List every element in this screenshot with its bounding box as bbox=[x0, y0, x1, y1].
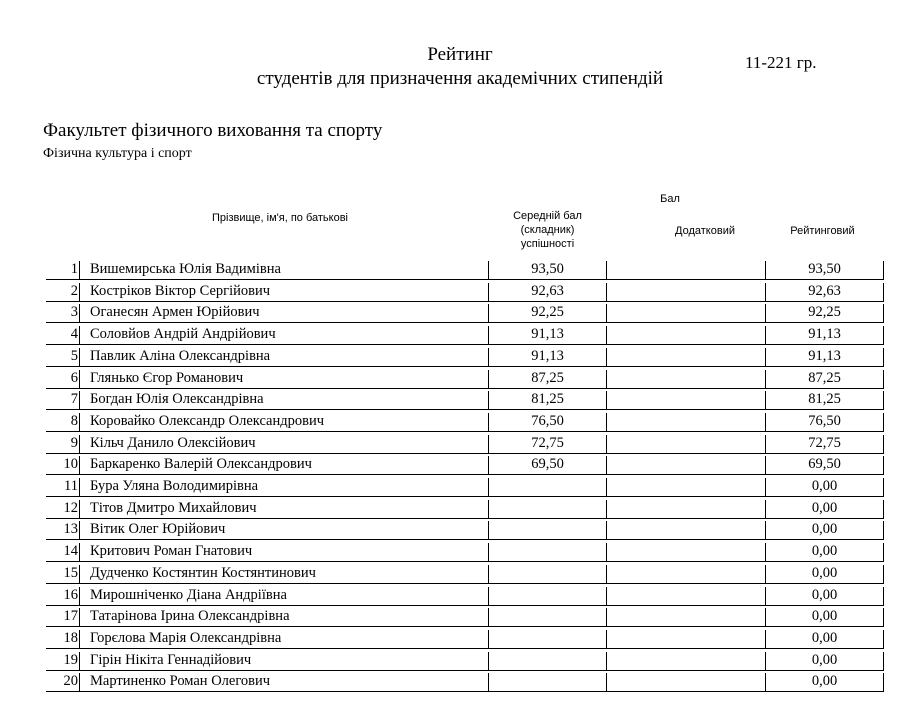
student-name: Богдан Юлія Олександрівна bbox=[90, 391, 264, 408]
table-row bbox=[0, 280, 920, 302]
rating-score: 0,00 bbox=[811, 586, 838, 603]
cell-divider bbox=[765, 652, 766, 670]
cell-divider bbox=[765, 435, 766, 453]
cell-divider bbox=[765, 565, 766, 583]
additional-score bbox=[607, 475, 765, 497]
cell-divider bbox=[765, 348, 766, 366]
average-score: 91,13 bbox=[531, 347, 564, 364]
student-name: Бура Уляна Володимирівна bbox=[90, 478, 259, 494]
additional-score bbox=[607, 497, 765, 519]
student-name: Тітов Дмитро Михайлович bbox=[90, 499, 257, 516]
cell-divider bbox=[488, 283, 489, 301]
cell-divider bbox=[765, 521, 766, 539]
cell-divider bbox=[79, 283, 80, 301]
cell-divider bbox=[606, 283, 607, 301]
table-row bbox=[0, 562, 920, 584]
cell-divider bbox=[883, 413, 884, 431]
cell-divider bbox=[79, 391, 80, 409]
header-name: Прізвище, ім'я, по батькові bbox=[212, 212, 348, 224]
cell-divider bbox=[79, 478, 80, 496]
row-number: 15 bbox=[63, 564, 78, 581]
cell-divider bbox=[883, 500, 884, 518]
cell-divider bbox=[765, 304, 766, 322]
cell-divider bbox=[488, 630, 489, 648]
student-name: Вишемирська Юлія Вадимівна bbox=[90, 261, 281, 277]
average-score bbox=[489, 475, 606, 497]
cell-divider bbox=[79, 630, 80, 648]
cell-divider bbox=[79, 652, 80, 670]
cell-divider bbox=[79, 500, 80, 518]
average-score bbox=[489, 670, 606, 692]
cell-divider bbox=[883, 630, 884, 648]
cell-divider bbox=[765, 261, 766, 279]
student-name: Кільч Данило Олексійович bbox=[90, 434, 256, 451]
cell-divider bbox=[883, 348, 884, 366]
cell-divider bbox=[765, 391, 766, 409]
student-name: Баркаренко Валерій Олександрович bbox=[90, 456, 312, 473]
additional-score bbox=[607, 518, 765, 540]
cell-divider bbox=[606, 543, 607, 561]
cell-divider bbox=[488, 304, 489, 322]
average-score bbox=[489, 562, 606, 584]
cell-divider bbox=[488, 478, 489, 496]
cell-divider bbox=[488, 370, 489, 388]
cell-divider bbox=[883, 283, 884, 301]
cell-divider bbox=[79, 261, 80, 279]
cell-divider bbox=[488, 261, 489, 279]
student-name: Мирошніченко Діана Андріївна bbox=[90, 586, 287, 603]
cell-divider bbox=[79, 348, 80, 366]
cell-divider bbox=[765, 587, 766, 605]
cell-divider bbox=[765, 456, 766, 474]
cell-divider bbox=[488, 326, 489, 344]
row-number: 10 bbox=[63, 456, 78, 473]
cell-divider bbox=[606, 370, 607, 388]
student-name: Гірін Нікіта Геннадійович bbox=[90, 651, 252, 668]
additional-score bbox=[607, 388, 765, 410]
student-name: Горєлова Марія Олександрівна bbox=[90, 629, 282, 646]
additional-score bbox=[607, 562, 765, 584]
student-name: Татарінова Ірина Олександрівна bbox=[90, 608, 290, 625]
additional-score bbox=[607, 432, 765, 454]
table-row bbox=[0, 432, 920, 454]
cell-divider bbox=[79, 543, 80, 561]
cell-divider bbox=[883, 261, 884, 279]
student-name: Павлик Аліна Олександрівна bbox=[90, 347, 271, 364]
cell-divider bbox=[79, 370, 80, 388]
cell-divider bbox=[488, 435, 489, 453]
rating-score: 69,50 bbox=[808, 456, 841, 473]
average-score bbox=[489, 627, 606, 649]
cell-divider bbox=[883, 587, 884, 605]
student-name: Мартиненко Роман Олегович bbox=[90, 673, 271, 690]
cell-divider bbox=[606, 673, 607, 691]
header-bal: Бал bbox=[660, 193, 680, 205]
cell-divider bbox=[883, 326, 884, 344]
student-name: Глянько Єгор Романович bbox=[90, 369, 244, 386]
header-rating: Рейтинговий bbox=[790, 225, 855, 237]
additional-score bbox=[607, 367, 765, 389]
student-name: Дудченко Костянтин Костянтинович bbox=[90, 564, 316, 581]
cell-divider bbox=[765, 543, 766, 561]
cell-divider bbox=[79, 673, 80, 691]
cell-divider bbox=[79, 565, 80, 583]
rating-score: 0,00 bbox=[811, 673, 838, 690]
additional-score bbox=[607, 670, 765, 692]
row-number: 13 bbox=[63, 521, 78, 538]
cell-divider bbox=[765, 630, 766, 648]
additional-score bbox=[607, 540, 765, 562]
cell-divider bbox=[488, 348, 489, 366]
row-number: 20 bbox=[63, 673, 78, 690]
cell-divider bbox=[765, 326, 766, 344]
rating-score: 0,00 bbox=[811, 608, 838, 625]
row-number: 16 bbox=[63, 586, 78, 603]
cell-divider bbox=[765, 608, 766, 626]
row-number: 12 bbox=[63, 499, 78, 516]
cell-divider bbox=[79, 435, 80, 453]
row-number: 9 bbox=[70, 434, 78, 451]
cell-divider bbox=[883, 543, 884, 561]
additional-score bbox=[607, 323, 765, 345]
cell-divider bbox=[488, 413, 489, 431]
average-score: 92,63 bbox=[531, 282, 564, 299]
average-score: 72,75 bbox=[531, 434, 564, 451]
document-title: Рейтинг bbox=[427, 44, 493, 65]
faculty-label: Факультет фізичного виховання та спорту bbox=[43, 120, 383, 141]
rating-score: 0,00 bbox=[811, 564, 838, 581]
rating-score: 91,13 bbox=[808, 326, 841, 343]
cell-divider bbox=[79, 413, 80, 431]
header-average: Середній бал (складник) успішності bbox=[513, 210, 582, 250]
rating-score: 87,25 bbox=[808, 369, 841, 386]
cell-divider bbox=[606, 326, 607, 344]
table-row bbox=[0, 497, 920, 519]
cell-divider bbox=[606, 456, 607, 474]
additional-score bbox=[607, 410, 765, 432]
row-number: 6 bbox=[70, 369, 78, 386]
row-number: 7 bbox=[70, 391, 78, 408]
rating-score: 72,75 bbox=[808, 434, 841, 451]
table-row bbox=[0, 323, 920, 345]
table-row bbox=[0, 649, 920, 671]
rating-score: 81,25 bbox=[808, 391, 841, 408]
row-number: 3 bbox=[70, 304, 78, 321]
additional-score bbox=[607, 627, 765, 649]
cell-divider bbox=[488, 500, 489, 518]
cell-divider bbox=[606, 521, 607, 539]
row-number: 19 bbox=[63, 651, 78, 668]
average-score: 93,50 bbox=[531, 261, 564, 277]
specialty-label: Фізична культура і спорт bbox=[43, 146, 192, 161]
cell-divider bbox=[606, 391, 607, 409]
cell-divider bbox=[606, 500, 607, 518]
additional-score bbox=[607, 301, 765, 323]
cell-divider bbox=[79, 608, 80, 626]
cell-divider bbox=[606, 608, 607, 626]
cell-divider bbox=[606, 413, 607, 431]
cell-divider bbox=[765, 370, 766, 388]
table-row bbox=[0, 475, 920, 497]
cell-divider bbox=[488, 565, 489, 583]
cell-divider bbox=[883, 435, 884, 453]
cell-divider bbox=[606, 348, 607, 366]
additional-score bbox=[607, 605, 765, 627]
cell-divider bbox=[765, 283, 766, 301]
average-score bbox=[489, 518, 606, 540]
cell-divider bbox=[79, 326, 80, 344]
average-score bbox=[489, 497, 606, 519]
cell-divider bbox=[488, 673, 489, 691]
cell-divider bbox=[883, 565, 884, 583]
average-score: 69,50 bbox=[531, 456, 564, 473]
table-row bbox=[0, 453, 920, 475]
table-row bbox=[0, 258, 920, 280]
row-number: 4 bbox=[70, 326, 78, 343]
rating-score: 0,00 bbox=[811, 629, 838, 646]
cell-divider bbox=[488, 608, 489, 626]
rating-score: 92,63 bbox=[808, 282, 841, 299]
average-score: 81,25 bbox=[531, 391, 564, 408]
table-row bbox=[0, 410, 920, 432]
row-border bbox=[46, 691, 884, 692]
cell-divider bbox=[488, 652, 489, 670]
additional-score bbox=[607, 649, 765, 671]
cell-divider bbox=[606, 587, 607, 605]
cell-divider bbox=[765, 478, 766, 496]
additional-score bbox=[607, 345, 765, 367]
row-number: 18 bbox=[63, 629, 78, 646]
row-number: 8 bbox=[70, 412, 78, 429]
rating-score: 91,13 bbox=[808, 347, 841, 364]
group-label: 11-221 гр. bbox=[745, 53, 817, 72]
row-number: 5 bbox=[70, 347, 78, 364]
cell-divider bbox=[606, 435, 607, 453]
cell-divider bbox=[765, 500, 766, 518]
cell-divider bbox=[488, 456, 489, 474]
cell-divider bbox=[606, 652, 607, 670]
average-score bbox=[489, 540, 606, 562]
cell-divider bbox=[883, 456, 884, 474]
additional-score bbox=[607, 584, 765, 606]
rating-score: 0,00 bbox=[811, 478, 838, 494]
cell-divider bbox=[606, 565, 607, 583]
average-score: 87,25 bbox=[531, 369, 564, 386]
row-number: 17 bbox=[63, 608, 78, 625]
rating-score: 0,00 bbox=[811, 499, 838, 516]
cell-divider bbox=[883, 608, 884, 626]
cell-divider bbox=[883, 652, 884, 670]
rating-score: 92,25 bbox=[808, 304, 841, 321]
average-score bbox=[489, 649, 606, 671]
table-row bbox=[0, 605, 920, 627]
cell-divider bbox=[488, 391, 489, 409]
rating-score: 76,50 bbox=[808, 412, 841, 429]
table-row bbox=[0, 540, 920, 562]
table-row bbox=[0, 367, 920, 389]
header-additional: Додатковий bbox=[675, 225, 735, 237]
table-row bbox=[0, 388, 920, 410]
table-row bbox=[0, 627, 920, 649]
average-score: 76,50 bbox=[531, 412, 564, 429]
additional-score bbox=[607, 280, 765, 302]
student-name: Коровайко Олександр Олександрович bbox=[90, 412, 325, 429]
student-name: Критович Роман Гнатович bbox=[90, 543, 253, 560]
average-score bbox=[489, 605, 606, 627]
cell-divider bbox=[606, 478, 607, 496]
cell-divider bbox=[883, 521, 884, 539]
table-row bbox=[0, 670, 920, 692]
table-row bbox=[0, 301, 920, 323]
cell-divider bbox=[488, 521, 489, 539]
average-score: 91,13 bbox=[531, 326, 564, 343]
document-subtitle: студентів для призначення академічних стипендій bbox=[256, 68, 664, 89]
row-number: 2 bbox=[70, 282, 78, 299]
cell-divider bbox=[79, 587, 80, 605]
cell-divider bbox=[79, 456, 80, 474]
cell-divider bbox=[606, 630, 607, 648]
table-row bbox=[0, 345, 920, 367]
average-score bbox=[489, 584, 606, 606]
student-name: Вітик Олег Юрійович bbox=[90, 521, 226, 538]
rating-score: 93,50 bbox=[808, 261, 841, 277]
cell-divider bbox=[883, 304, 884, 322]
average-score: 92,25 bbox=[531, 304, 564, 321]
cell-divider bbox=[883, 391, 884, 409]
rating-score: 0,00 bbox=[811, 651, 838, 668]
rating-score: 0,00 bbox=[811, 521, 838, 538]
additional-score bbox=[607, 258, 765, 280]
student-name: Костріков Віктор Сергійович bbox=[90, 282, 271, 299]
cell-divider bbox=[79, 304, 80, 322]
row-number: 14 bbox=[63, 543, 78, 560]
cell-divider bbox=[79, 521, 80, 539]
rating-score: 0,00 bbox=[811, 543, 838, 560]
cell-divider bbox=[488, 543, 489, 561]
student-name: Соловйов Андрій Андрійович bbox=[90, 326, 276, 343]
table-row bbox=[0, 584, 920, 606]
table-row bbox=[0, 518, 920, 540]
cell-divider bbox=[606, 304, 607, 322]
row-number: 11 bbox=[64, 478, 78, 494]
student-name: Оганесян Армен Юрійович bbox=[90, 304, 260, 321]
cell-divider bbox=[488, 587, 489, 605]
cell-divider bbox=[765, 413, 766, 431]
cell-divider bbox=[883, 370, 884, 388]
row-number: 1 bbox=[70, 261, 78, 277]
cell-divider bbox=[883, 673, 884, 691]
cell-divider bbox=[765, 673, 766, 691]
cell-divider bbox=[606, 261, 607, 279]
cell-divider bbox=[883, 478, 884, 496]
additional-score bbox=[607, 453, 765, 475]
